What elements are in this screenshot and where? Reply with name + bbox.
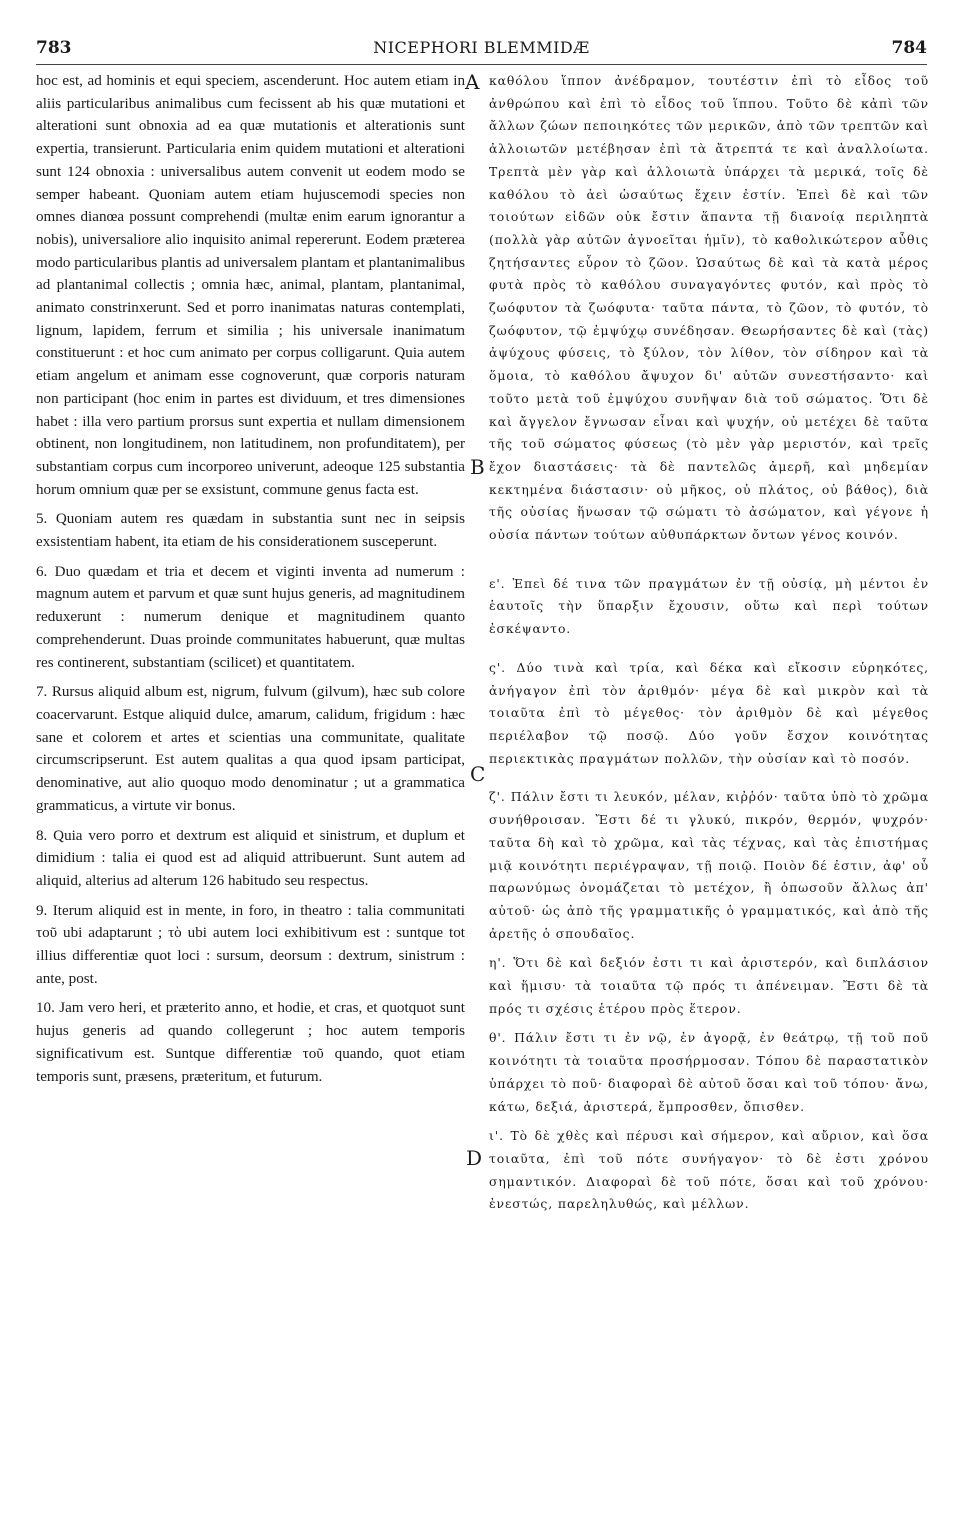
greek-paragraph-1: καθόλου ἵππον ἀνέδραμον, τουτέστιν ἐπὶ τὸ εἶδος τοῦ ἀνθρώπου καὶ ἐπὶ τὸ εἶδος τοῦ ἵππου. Τοῦτο δὲ κἀπὶ τῶν ἄλλων ζώων πεποιηκότες τῶν μερικῶν, ἀπὸ τῶν τρεπτῶν καὶ ἀλλοιωτῶν μετέβησαν ἐπὶ τὰ ἄτρεπτά τε καὶ ἀναλλοίωτα. Τρεπτὰ μὲν γὰρ καὶ ἀλλοιωτὰ ὑπάρχει τὰ μερικά, τοῖς δὲ καθόλου τὸ ἀεὶ ὡσαύτως ἔχειν ἐστίν. Ἐπεὶ δὲ καὶ τῶν τοιούτων εἰδῶν οὐκ ἔστιν ἅπαντα τῇ διανοίᾳ περιληπτὰ (πολλὰ γὰρ αὐτῶν ἀγνοεῖται ἡμῖν), τὸ καθολικώτερον αὖθις ζητήσαντες εὗρον τὸ ζῶον. Ὡσαύτως δὲ καὶ τὰ κατὰ μέρος φυτὰ πρὸς τὸ καθόλου συναγαγόντες φυτόν, καὶ πρὸς τὸ ζωόφυτον τὰ ζωόφυτα· ταῦτα πάντα, τὸ ζῶον, τὸ φυτόν, τὸ ζωόφυτον, τῷ ἐμψύχῳ συνέδησαν. Θεωρήσαντες δὲ καὶ (τὰς) ἀψύχους φύσεις, τὸ ξύλον, τὸν λίθον, τὸν σίδηρον καὶ τὰ ὅμοια, τὸ καθόλου ἄψυχον δι' αὐτῶν συνεστήσαντο· καὶ τοῦτο μετὰ τοῦ ἐμψύχου συνῆψαν διὰ τοῦ σώματος. Ὅτι δὲ καὶ ἄγγελον ἔγνωσαν εἶναι καὶ ψυχήν, οὐ μετέχει δὲ ταῦτα τῆς τοῦ σώματος φύσεως (τὸ μὲν γὰρ μεριστόν, καὶ τρεῖς ἔχον διαστάσεις· τὰ δὲ παντελῶς ἀμερῆ, καὶ μηδεμίαν κεκτημένα διάστασιν· οὐ μῆκος, οὐ πλάτος, οὐ βάθος), διὰ τῆς οὐσίας ἥνωσαν τῷ σώματι τὸ ἀσώματον, καὶ γέγονε ἡ οὐσία πάντων τούτων αὐθυπάρκτων ὄντων γένος κοινόν.: [489, 73, 929, 543]
page-header: [36, 38, 927, 60]
margin-letter-a: A: [465, 70, 480, 94]
greek-paragraph-9: θ'. Πάλιν ἔστι τι ἐν νῷ, ἐν ἀγορᾷ, ἐν θεάτρῳ, τῇ τοῦ ποῦ κοινότητι τὰ τοιαῦτα προσήρμοσαν. Τόπου δὲ παραστατικὸν ὑπάρχει τὸ ποῦ· διαφοραὶ δὲ αὐτοῦ ὅσαι καὶ τοῦ τόπου· ἄνω, κάτω, δεξιά, ἀριστερά, ἔμπροσθεν, ὄπισθεν.: [489, 1030, 929, 1114]
page-number-right: 784: [891, 38, 927, 58]
latin-paragraph-10: 10. Jam vero heri, et præterito anno, et hodie, et cras, et quotquot sunt hujus generis ad quando collegerunt ; hoc autem temporis significativum est. Suntque differentiæ τοῦ quando, quot etiam temporis sunt, præsens, præteritum, et futurum.: [36, 1000, 465, 1085]
latin-paragraph-7: 7. Rursus aliquid album est, nigrum, fulvum (gilvum), hæc sub colore coacervarunt. Estque aliquid dulce, amarum, calidum, frigidum : hæc sane et colorem et artes et scientias una communitate, qualitate circumscripserunt. Est autem qualitas a qua quod ipsam participat, denominative, aut alio quoquo modo denominatur ; ut a grammatica grammaticus, a virtute vir bonus.: [36, 684, 465, 814]
running-title: NICEPHORI BLEMMIDÆ: [373, 38, 590, 57]
greek-paragraph-7: ζ'. Πάλιν ἔστι τι λευκόν, μέλαν, κιῤῥόν· ταῦτα ὑπὸ τὸ χρῶμα συνήθροισαν. Ἔστι δέ τι γλυκύ, πικρόν, θερμόν, ψυχρόν· ταῦτα δὴ καὶ τὸ χρῶμα, καὶ τὰς τέχνας, καὶ τὰς ἐπιστήμας μιᾷ κοινότητι περιέγραψαν, τῇ ποιῷ. Ποιὸν δέ ἐστιν, ἀφ' οὗ παρωνύμως ὀνομάζεται τὸ μετέχον, ἢ ὁπωσοῦν ἄλλως ἀπ' αὐτοῦ· ὡς ἀπὸ τῆς γραμματικῆς ὁ γραμματικός, καὶ ἀπὸ τῆς ἀρετῆς ὁ σπουδαῖος.: [489, 789, 929, 941]
latin-paragraph-6: 6. Duo quædam et tria et decem et viginti inventa ad numerum : magnum autem et parvum et quæ sunt hujus generis, ad magnitudinem reduxerunt : numerum denique et magnitudinem quanto comprehenderunt. Duas proinde communitates habuerunt, quæ multas res continerent, substantiam (scilicet) et quantitatem.: [36, 563, 465, 671]
greek-paragraph-5: ε'. Ἐπεὶ δέ τινα τῶν πραγμάτων ἐν τῇ οὐσίᾳ, μὴ μέντοι ἐν ἑαυτοῖς τὴν ὕπαρξιν ἔχουσιν, οὕτω καὶ περὶ τούτων ἐσκέψαντο.: [489, 575, 929, 637]
latin-paragraph-1: hoc est, ad hominis et equi speciem, ascenderunt. Hoc autem etiam in aliis particularibus animalibus cum fecissent ab his quæ mutationi et alterationi sunt obnoxia ad ea quæ mutationis et alterationis sunt expertia, transierunt. Particularia enim quidem mutationi et alterationi sunt 124 obnoxia : universalibus autem convenit ut eodem modo se semper habeant. Quoniam autem etiam hujuscemodi species non omnes dianœa possunt comprehendi (multæ enim earum ignorantur a nobis), universaliore alio inquisito animal repererunt. Eodem præterea modo particularibus plantis ad universalem plantam et plantanimalibus ad plantanimal collectis ; omnia hæc, animal, plantam, plantanimal, animato constrinxerunt. Sed et porro inanimatas naturas contemplati, lignum, lapidem, ferrum et similia ; his universale inanimatum constituerunt : et hoc cum animato per corpus colligarunt. Quia autem etiam angelum et animam esse cognoverunt, quæ corporis naturam non participant (hoc enim in partes est dividuum, et tres dimensiones habet : illa vero partium prorsus sunt expertia et nullam dimensionem obtinent, non longitudinem, non latitudinem, non profunditatem), per substantiam corpus cum incorporeo univerunt, adeoque 125 substantia horum omnium quæ per se exsistunt, commune genus facta est.: [36, 73, 465, 498]
latin-column: [36, 70, 465, 1088]
latin-paragraph-8: 8. Quia vero porro et dextrum est aliquid et sinistrum, et duplum et dimidium : talia ei quod est ad aliquid attribuerunt. Sunt autem ad aliquid, alterius ad alterum 126 habitudo seu respectus.: [36, 827, 465, 889]
greek-paragraph-10: ι'. Τὸ δὲ χθὲς καὶ πέρυσι καὶ σήμερον, καὶ αὔριον, καὶ ὅσα τοιαῦτα, ἐπὶ τοῦ πότε συνήγαγον· τὸ δὲ ἐστι χρόνου σημαντικόν. Διαφοραὶ δὲ τοῦ πότε, ὅσαι καὶ τοῦ χρόνου· ἐνεστώς, παρεληλυθώς, καὶ μέλλων.: [489, 1128, 929, 1212]
margin-letter-d: D: [466, 1146, 483, 1170]
page-number-left: 783: [36, 38, 72, 58]
latin-paragraph-9: 9. Iterum aliquid est in mente, in foro, in theatro : talia communitati τοῦ ubi adaptarunt ; τὸ ubi autem loci exhibitivum est : suntque tot illius differentiæ quot loci : sursum, deorsum : dextrum, sinistrum : ante, post.: [36, 902, 465, 987]
latin-paragraph-5: 5. Quoniam autem res quædam in substantia sunt nec in seipsis exsistentiam habent, ita etiam de his considerationem susceperunt.: [36, 511, 465, 551]
margin-letter-b: B: [470, 455, 485, 479]
greek-paragraph-6: ς'. Δύο τινὰ καὶ τρία, καὶ δέκα καὶ εἴκοσιν εὑρηκότες, ἀνήγαγον ἐπὶ τὸν ἀριθμόν· μέγα δὲ καὶ μικρὸν καὶ τὰ τοιαῦτα ἐπὶ τὸ μέγεθος· τὸν ἀριθμὸν δὲ καὶ μέγεθος περιέλαβον τῷ ποσῷ. Δύο γοῦν ἔσχον κοινότητας περιεκτικὰς πραγμάτων πολλῶν, τὴν οὐσίαν καὶ τὸ ποσόν.: [489, 659, 929, 766]
greek-column: [489, 70, 929, 1216]
margin-letter-c: C: [470, 762, 486, 786]
header-rule: [36, 64, 927, 65]
greek-paragraph-8: η'. Ὅτι δὲ καὶ δεξιόν ἐστι τι καὶ ἀριστερόν, καὶ διπλάσιον καὶ ἥμισυ· τὰ τοιαῦτα τῷ πρός τι ἀπένειμαν. Ἔστι δὲ τὰ πρός τι σχέσις ἑτέρου πρὸς ἕτερον.: [489, 955, 929, 1016]
